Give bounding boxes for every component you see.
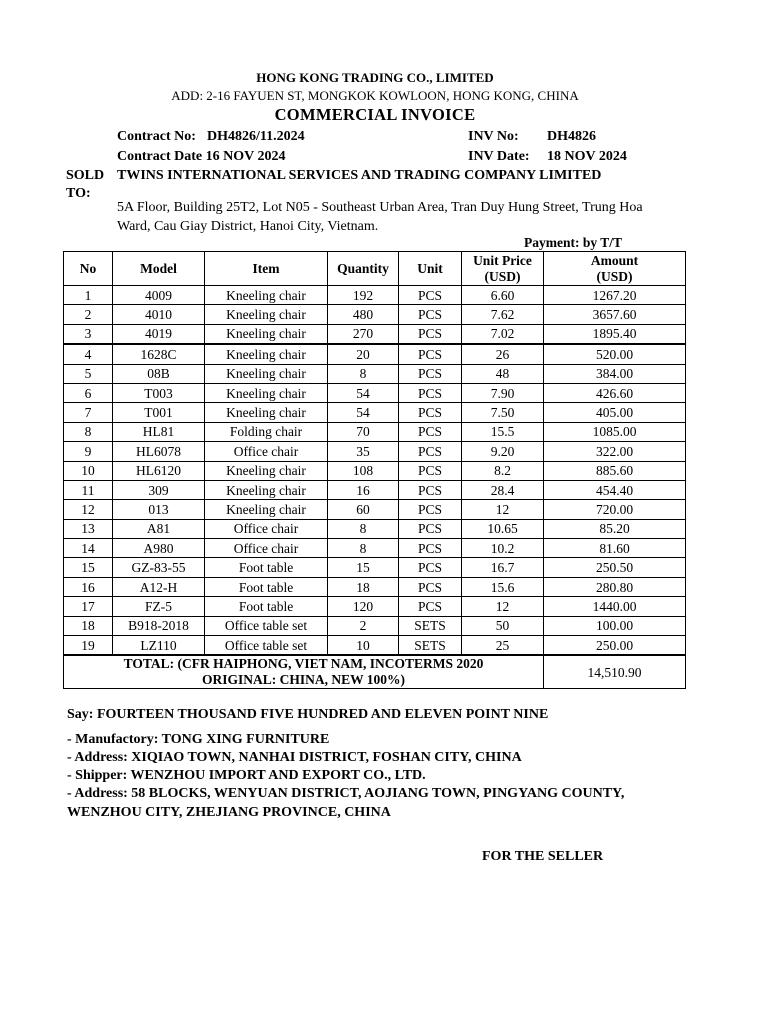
header-model: Model: [113, 252, 205, 286]
cell-price: 7.02: [462, 324, 544, 344]
cell-qty: 480: [328, 305, 399, 324]
cell-price: 15.6: [462, 577, 544, 596]
cell-model: T001: [113, 403, 205, 422]
cell-qty: 8: [328, 519, 399, 538]
cell-item: Kneeling chair: [205, 403, 328, 422]
cell-unit: PCS: [399, 480, 462, 499]
cell-unit: PCS: [399, 403, 462, 422]
cell-amount: 1440.00: [544, 597, 686, 616]
header-unit-price: [462, 252, 544, 286]
cell-price: 7.62: [462, 305, 544, 324]
cell-price: 7.90: [462, 383, 544, 402]
inv-no-label: INV No:: [468, 129, 519, 144]
cell-item: Kneeling chair: [205, 344, 328, 364]
table-row: [64, 500, 686, 519]
cell-amount: 720.00: [544, 500, 686, 519]
table-row: [64, 344, 686, 364]
cell-model: FZ-5: [113, 597, 205, 616]
table-row: [64, 480, 686, 499]
cell-unit: PCS: [399, 442, 462, 461]
cell-no: 5: [64, 364, 113, 383]
contract-date: Contract Date 16 NOV 2024: [117, 149, 286, 164]
cell-model: 4009: [113, 286, 205, 305]
cell-amount: 520.00: [544, 344, 686, 364]
cell-no: 11: [64, 480, 113, 499]
cell-qty: 8: [328, 364, 399, 383]
cell-no: 19: [64, 636, 113, 656]
cell-item: Folding chair: [205, 422, 328, 441]
table-row: [64, 364, 686, 383]
cell-price: 16.7: [462, 558, 544, 577]
buyer-address: 5A Floor, Building 25T2, Lot N05 - Southeast Urban Area, Tran Duy Hung Street, Trung Hoa Ward, Cau Giay District, Hanoi City, Vietnam.: [117, 200, 643, 234]
cell-model: LZ110: [113, 636, 205, 656]
cell-item: Foot table: [205, 558, 328, 577]
cell-amount: 426.60: [544, 383, 686, 402]
cell-item: Kneeling chair: [205, 286, 328, 305]
cell-qty: 108: [328, 461, 399, 480]
cell-amount: 3657.60: [544, 305, 686, 324]
cell-qty: 192: [328, 286, 399, 305]
cell-qty: 18: [328, 577, 399, 596]
cell-no: 18: [64, 616, 113, 635]
cell-item: Office chair: [205, 442, 328, 461]
table-row: [64, 403, 686, 422]
cell-item: Office table set: [205, 616, 328, 635]
cell-unit: PCS: [399, 422, 462, 441]
cell-unit: SETS: [399, 616, 462, 635]
cell-model: T003: [113, 383, 205, 402]
cell-no: 13: [64, 519, 113, 538]
header-unit: Unit: [399, 252, 462, 286]
cell-unit: PCS: [399, 519, 462, 538]
cell-qty: 60: [328, 500, 399, 519]
cell-price: 26: [462, 344, 544, 364]
table-row: [64, 577, 686, 596]
cell-price: 9.20: [462, 442, 544, 461]
inv-date-value: 18 NOV 2024: [547, 149, 627, 164]
invoice-table: [63, 251, 686, 689]
table-row: [64, 519, 686, 538]
seller-signature-label: FOR THE SELLER: [482, 849, 604, 864]
cell-price: 7.50: [462, 403, 544, 422]
cell-model: 4019: [113, 324, 205, 344]
cell-amount: 1267.20: [544, 286, 686, 305]
cell-item: Kneeling chair: [205, 480, 328, 499]
cell-model: 08B: [113, 364, 205, 383]
contract-no-label: Contract No:: [117, 129, 196, 144]
company-name: HONG KONG TRADING CO., LIMITED: [256, 70, 494, 85]
shipper: - Shipper: WENZHOU IMPORT AND EXPORT CO., LTD.: [67, 768, 426, 783]
table-row: [64, 539, 686, 558]
table-row: [64, 636, 686, 656]
shipper-address-line1: - Address: 58 BLOCKS, WENYUAN DISTRICT, AOJIANG TOWN, PINGYANG COUNTY,: [67, 786, 625, 801]
buyer-name: TWINS INTERNATIONAL SERVICES AND TRADING COMPANY LIMITED: [117, 168, 602, 183]
cell-amount: 250.00: [544, 636, 686, 656]
header-amount-line1: Amount: [590, 252, 639, 268]
cell-unit: PCS: [399, 500, 462, 519]
table-row: [64, 286, 686, 305]
cell-amount: 1895.40: [544, 324, 686, 344]
header-quantity: Quantity: [328, 252, 399, 286]
cell-no: 4: [64, 344, 113, 364]
cell-model: A12-H: [113, 577, 205, 596]
total-label-line1: TOTAL: (CFR HAIPHONG, VIET NAM, INCOTERMS 2020: [123, 656, 484, 672]
table-row: [64, 461, 686, 480]
cell-model: 013: [113, 500, 205, 519]
cell-item: Kneeling chair: [205, 500, 328, 519]
total-row: [64, 655, 686, 689]
cell-item: Office chair: [205, 539, 328, 558]
table-row: [64, 305, 686, 324]
cell-item: Kneeling chair: [205, 305, 328, 324]
header-amount: [544, 252, 686, 286]
cell-qty: 15: [328, 558, 399, 577]
cell-no: 2: [64, 305, 113, 324]
table-row: [64, 442, 686, 461]
cell-item: Foot table: [205, 577, 328, 596]
cell-price: 8.2: [462, 461, 544, 480]
table-row: [64, 597, 686, 616]
cell-no: 9: [64, 442, 113, 461]
table-row: [64, 616, 686, 635]
cell-item: Kneeling chair: [205, 383, 328, 402]
header-unit-price-line2: (USD): [484, 268, 521, 284]
cell-qty: 20: [328, 344, 399, 364]
cell-model: HL6120: [113, 461, 205, 480]
cell-price: 48: [462, 364, 544, 383]
cell-no: 16: [64, 577, 113, 596]
cell-qty: 54: [328, 383, 399, 402]
cell-amount: 885.60: [544, 461, 686, 480]
cell-model: 1628C: [113, 344, 205, 364]
manufactory: - Manufactory: TONG XING FURNITURE: [67, 732, 330, 747]
cell-unit: SETS: [399, 636, 462, 656]
cell-no: 8: [64, 422, 113, 441]
cell-no: 15: [64, 558, 113, 577]
inv-date-label: INV Date:: [468, 149, 530, 164]
cell-qty: 120: [328, 597, 399, 616]
cell-amount: 405.00: [544, 403, 686, 422]
cell-qty: 10: [328, 636, 399, 656]
cell-amount: 280.80: [544, 577, 686, 596]
total-label-line2: ORIGINAL: CHINA, NEW 100%): [201, 672, 405, 688]
cell-amount: 384.00: [544, 364, 686, 383]
manufactory-address: - Address: XIQIAO TOWN, NANHAI DISTRICT, FOSHAN CITY, CHINA: [67, 750, 522, 765]
cell-price: 10.65: [462, 519, 544, 538]
cell-qty: 35: [328, 442, 399, 461]
document-title: COMMERCIAL INVOICE: [274, 105, 476, 124]
sold-to-label-2: TO:: [66, 186, 91, 201]
inv-no-value: DH4826: [547, 129, 596, 144]
cell-model: A81: [113, 519, 205, 538]
cell-unit: PCS: [399, 344, 462, 364]
cell-unit: PCS: [399, 461, 462, 480]
shipper-address-line2: WENZHOU CITY, ZHEJIANG PROVINCE, CHINA: [67, 805, 391, 820]
cell-amount: 454.40: [544, 480, 686, 499]
cell-amount: 100.00: [544, 616, 686, 635]
cell-item: Foot table: [205, 597, 328, 616]
cell-item: Kneeling chair: [205, 324, 328, 344]
cell-no: 12: [64, 500, 113, 519]
cell-no: 17: [64, 597, 113, 616]
cell-amount: 1085.00: [544, 422, 686, 441]
cell-item: Kneeling chair: [205, 461, 328, 480]
cell-model: HL81: [113, 422, 205, 441]
cell-item: Office table set: [205, 636, 328, 656]
cell-unit: PCS: [399, 383, 462, 402]
cell-no: 14: [64, 539, 113, 558]
cell-price: 50: [462, 616, 544, 635]
cell-unit: PCS: [399, 558, 462, 577]
cell-amount: 322.00: [544, 442, 686, 461]
total-label: [64, 655, 544, 689]
cell-qty: 54: [328, 403, 399, 422]
cell-unit: PCS: [399, 364, 462, 383]
header-item: Item: [205, 252, 328, 286]
cell-unit: PCS: [399, 286, 462, 305]
cell-price: 28.4: [462, 480, 544, 499]
table-header-row: [64, 252, 686, 286]
contract-no-value: DH4826/11.2024: [207, 129, 305, 144]
cell-unit: PCS: [399, 597, 462, 616]
cell-model: A980: [113, 539, 205, 558]
cell-unit: PCS: [399, 324, 462, 344]
cell-unit: PCS: [399, 539, 462, 558]
header-unit-price-line1: Unit Price: [473, 252, 532, 268]
cell-price: 15.5: [462, 422, 544, 441]
header-amount-line2: (USD): [596, 268, 633, 284]
company-address: ADD: 2-16 FAYUEN ST, MONGKOK KOWLOON, HONG KONG, CHINA: [171, 88, 579, 103]
cell-price: 12: [462, 500, 544, 519]
cell-item: Kneeling chair: [205, 364, 328, 383]
cell-model: 4010: [113, 305, 205, 324]
cell-model: 309: [113, 480, 205, 499]
cell-no: 1: [64, 286, 113, 305]
cell-amount: 250.50: [544, 558, 686, 577]
cell-no: 7: [64, 403, 113, 422]
cell-qty: 270: [328, 324, 399, 344]
cell-price: 6.60: [462, 286, 544, 305]
table-row: [64, 383, 686, 402]
table-row: [64, 558, 686, 577]
cell-qty: 16: [328, 480, 399, 499]
cell-price: 12: [462, 597, 544, 616]
cell-amount: 85.20: [544, 519, 686, 538]
cell-price: 25: [462, 636, 544, 656]
payment-terms: Payment: by T/T: [524, 235, 623, 250]
cell-no: 6: [64, 383, 113, 402]
cell-unit: PCS: [399, 305, 462, 324]
cell-model: GZ-83-55: [113, 558, 205, 577]
cell-model: B918-2018: [113, 616, 205, 635]
cell-unit: PCS: [399, 577, 462, 596]
cell-qty: 8: [328, 539, 399, 558]
cell-qty: 70: [328, 422, 399, 441]
table-row: [64, 422, 686, 441]
total-amount: 14,510.90: [544, 655, 686, 689]
cell-model: HL6078: [113, 442, 205, 461]
table-row: [64, 324, 686, 344]
cell-no: 3: [64, 324, 113, 344]
sold-to-label-1: SOLD: [66, 168, 105, 183]
cell-no: 10: [64, 461, 113, 480]
cell-price: 10.2: [462, 539, 544, 558]
cell-item: Office chair: [205, 519, 328, 538]
cell-qty: 2: [328, 616, 399, 635]
amount-in-words: Say: FOURTEEN THOUSAND FIVE HUNDRED AND ELEVEN POINT NINE: [67, 707, 549, 722]
header-no: No: [64, 252, 113, 286]
cell-amount: 81.60: [544, 539, 686, 558]
